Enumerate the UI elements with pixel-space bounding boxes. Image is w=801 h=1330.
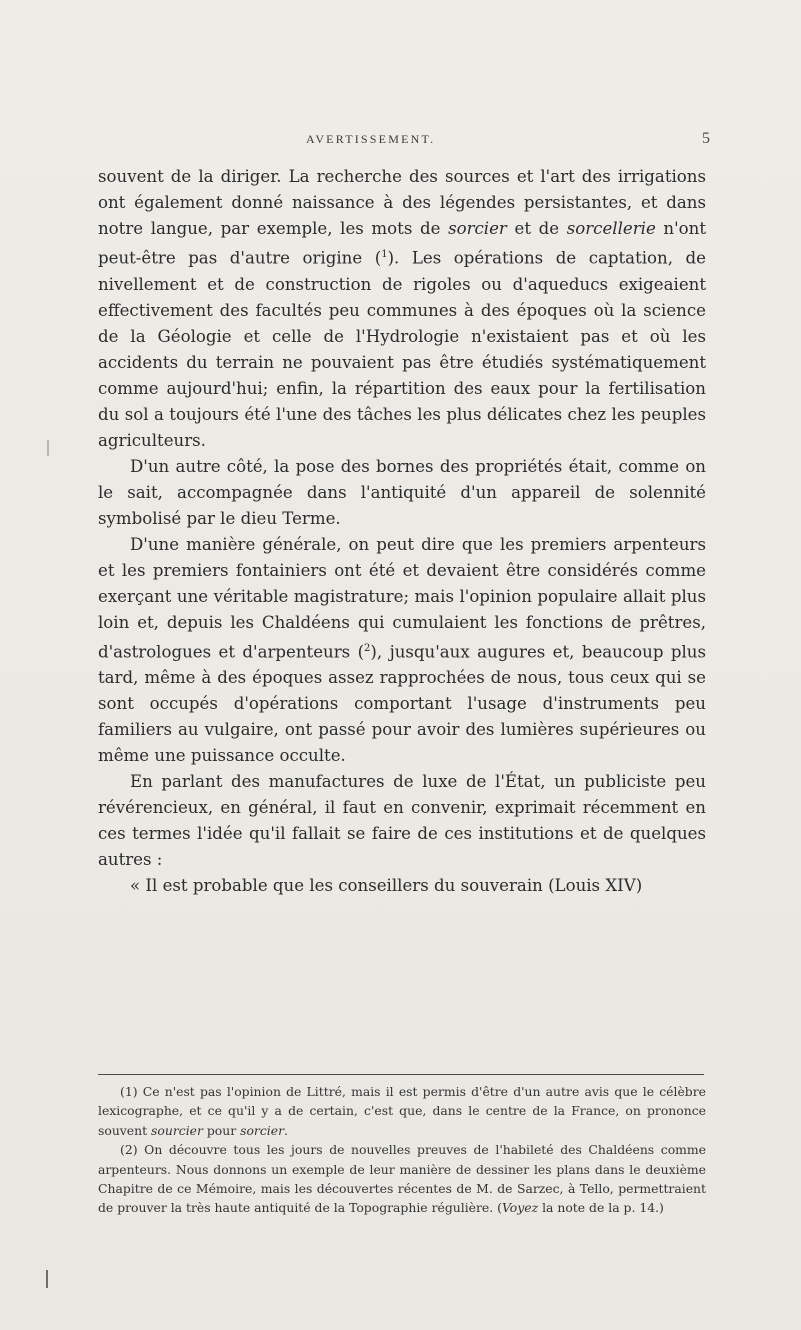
paragraph-1-text-c: n'ont peut-être pas d'autre origine ( — [98, 219, 706, 268]
footnote-2-text-a: On découvre tous les jours de nouvelles preuves de l'habileté des Chaldéens comme arpenteurs. Nous donnons un exemple de leur manière de dessiner les plans dans le deuxième Chapitre de ce Mémoire, mais les découvertes récentes de M. de Sarzec, à Tello, permettraient de prouver la très haute antiquité de la Topographie régulière. ( — [98, 1142, 706, 1216]
footnote-2 — [98, 1140, 706, 1218]
page-header — [0, 132, 801, 152]
footnote-2-text-b: la note de la p. 14.) — [538, 1200, 664, 1216]
running-head: AVERTISSEMENT. — [306, 132, 436, 146]
paragraph-5: « Il est probable que les conseillers du souverain (Louis XIV) — [130, 876, 643, 896]
margin-mark — [47, 440, 49, 456]
footnote-1-text-a: Ce n'est pas l'opinion de Littré, mais il est permis d'être d'un autre avis que le célèbre lexicographe, et ce qu'il y a de certain, c'est que, dans le centre de la France, on prononce souvent — [98, 1084, 706, 1138]
word-sorcellerie: sorcellerie — [566, 219, 656, 238]
paragraph-3-text-b: ), jusqu'aux augures et, beaucoup plus tard, même à des époques assez rapprochées de nous, tous ceux qui se sont occupés d'opérations comportant l'usage d'instruments peu familiers au vulgaire, ont passé pour avoir des lumières supérieures ou même une puissance occulte. — [98, 642, 706, 766]
paragraph-1-text-d: ). Les opérations de captation, de nivellement et de construction de rigoles ou d'aqueducs exigeaient effectivement des facultés peu communes à des époques où la science de la Géologie et celle de l'Hydrologie n'existaient pas et où les accidents du terrain ne pouvaient pas être étudiés systématiquement comme aujourd'hui; enfin, la répartition des eaux pour la fertilisation du sol a toujours été l'une des tâches les plus délicates chez les peuples agriculteurs. — [98, 248, 706, 450]
footnote-1-text-c: . — [284, 1122, 288, 1138]
paragraph-1 — [98, 164, 706, 454]
footnote-2-label: (2) — [120, 1142, 138, 1158]
word-sorcier: sorcier — [448, 219, 507, 238]
footnote-ref-1: 1 — [381, 249, 388, 260]
footnote-ref-2: 2 — [364, 642, 371, 654]
word-voyez: Voyez — [501, 1200, 539, 1216]
footnote-1-label: (1) — [120, 1084, 138, 1099]
paragraph-3-text-a: D'une manière générale, on peut dire que les premiers arpenteurs et les premiers fontainiers ont été et devaient être considérés comme exerçant une véritable magistrature; mais l'opinion populaire allait plus loin et, depuis les Chaldéens qui cumulaient les fonctions de prêtres, d'astrologues et d'arpenteurs ( — [98, 534, 706, 662]
paragraph-3 — [98, 532, 706, 770]
footnote-rule — [98, 1074, 704, 1075]
paragraph-4: En parlant des manufactures de luxe de l'État, un publiciste peu révérencieux, en général, il faut en convenir, exprimait récemment en ces termes l'idée qu'il fallait se faire de ces institutions et de quelques autres : — [98, 772, 706, 870]
page-number: 5 — [702, 130, 710, 147]
paragraph-1-text-b: et de — [506, 219, 567, 238]
word-sorcier-footnote: sorcier — [240, 1122, 285, 1138]
footnote-1 — [98, 1082, 706, 1140]
paragraph-2: D'un autre côté, la pose des bornes des propriétés était, comme on le sait, accompagnée dans l'antiquité d'un appareil de solennité symbolisé par le dieu Terme. — [98, 456, 706, 528]
margin-mark-bottom — [46, 1270, 48, 1288]
main-text — [98, 164, 706, 899]
paragraph-1-text-a: souvent de la diriger. La recherche des sources et l'art des irrigations ont également donné naissance à des légendes persistantes, et dans notre langue, par exemple, les mots de — [98, 167, 706, 238]
footnote-1-text-b: pour — [202, 1122, 241, 1138]
footnotes — [98, 1082, 706, 1218]
word-sourcier: sourcier — [151, 1122, 203, 1138]
